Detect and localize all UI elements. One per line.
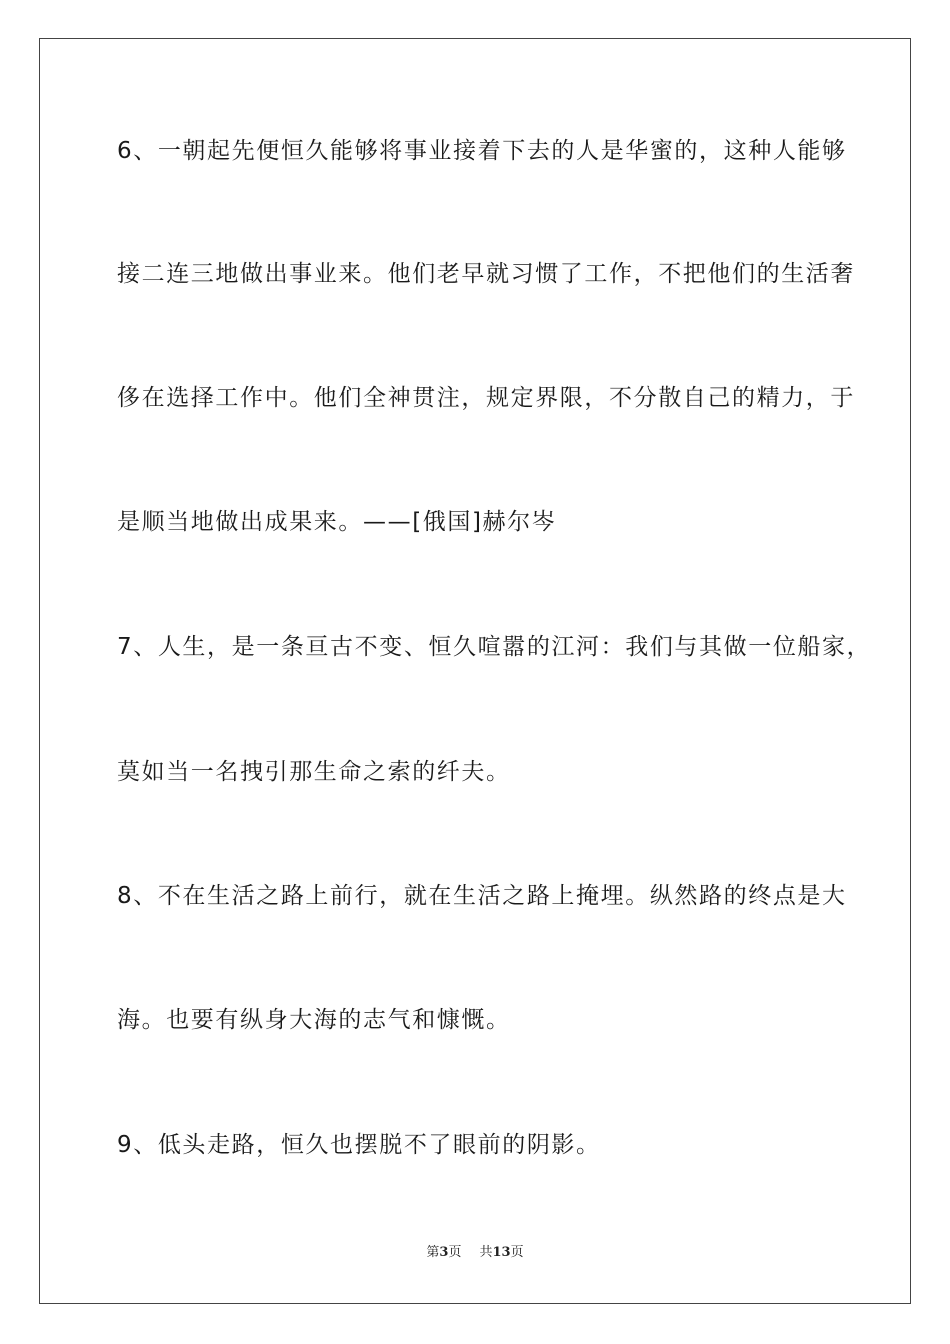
paragraph-line-4: 是顺当地做出成果来。——[俄国]赫尔岑 [117,509,557,535]
footer-page-prefix: 第 [426,1245,440,1260]
paragraph-line-7: 8、不在生活之路上前行，就在生活之路上掩埋。纵然路的终点是大 [117,883,847,909]
paragraph-line-3: 侈在选择工作中。他们全神贯注，规定界限，不分散自己的精力，于 [117,385,855,411]
paragraph-line-1: 6、一朝起先便恒久能够将事业接着下去的人是华蜜的，这种人能够 [117,138,847,164]
footer-total-suffix: 页 [510,1245,524,1260]
paragraph-line-5: 7、人生，是一条亘古不变、恒久喧嚣的江河：我们与其做一位船家， [117,634,872,660]
paragraph-line-2: 接二连三地做出事业来。他们老早就习惯了工作，不把他们的生活奢 [117,261,855,287]
footer-page-total: 13 [492,1245,511,1260]
footer-page-current: 3 [439,1245,449,1260]
paragraph-line-8: 海。也要有纵身大海的志气和慷慨。 [117,1007,511,1033]
footer-page-suffix: 页 [448,1245,462,1260]
paragraph-line-9: 9、低头走路，恒久也摆脱不了眼前的阴影。 [117,1132,601,1158]
page-border [39,38,911,1304]
page-footer [0,1244,950,1262]
footer-total-prefix: 共 [479,1245,493,1260]
paragraph-line-6: 莫如当一名拽引那生命之索的纤夫。 [117,759,511,785]
